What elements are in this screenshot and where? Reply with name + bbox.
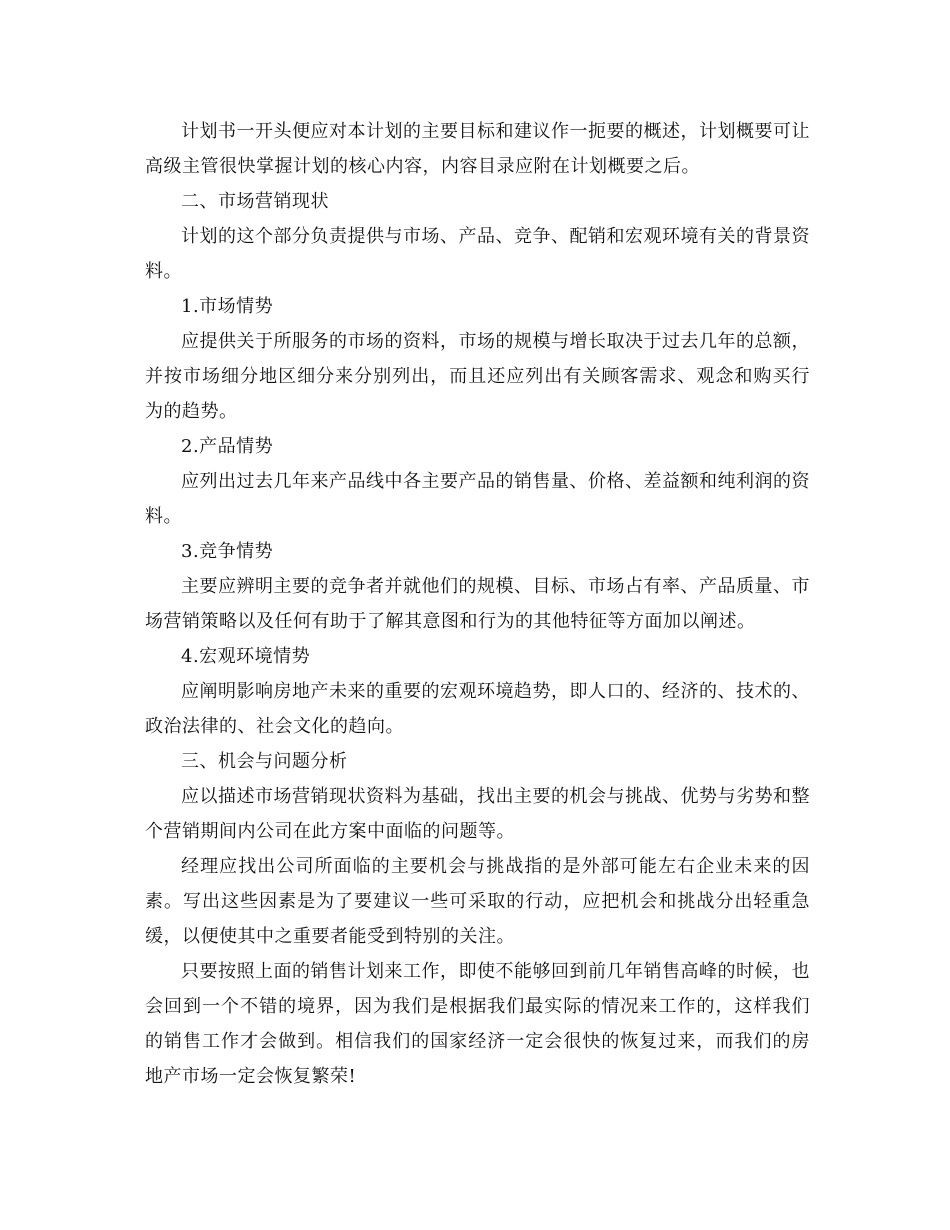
paragraph-product-situation: 应列出过去几年来产品线中各主要产品的销售量、价格、差益额和纯利润的资料。 — [145, 471, 810, 527]
paragraph-plan-summary: 计划书一开头便应对本计划的主要目标和建议作一扼要的概述，计划概要可让高级主管很快掌握计划的核心内容，内容目录应附在计划概要之后。 — [145, 121, 810, 177]
paragraph-competition-situation: 主要应辨明主要的竞争者并就他们的规模、目标、市场占有率、产品质量、市场营销策略以及任何有助于了解其意图和行为的其他特征等方面加以阐述。 — [145, 576, 810, 632]
section-heading-marketing-status: 二、市场营销现状 — [181, 191, 329, 212]
paragraph-macro-environment: 应阐明影响房地产未来的重要的宏观环境趋势，即人口的、经济的、技术的、政治法律的、社会文化的趋向。 — [145, 681, 810, 737]
paragraph-background-info: 计划的这个部分负责提供与市场、产品、竞争、配销和宏观环境有关的背景资料。 — [145, 226, 810, 282]
section-heading-opportunity-analysis: 三、机会与问题分析 — [181, 751, 348, 772]
subheading-product-situation: 2.产品情势 — [181, 436, 274, 457]
subheading-macro-environment: 4.宏观环境情势 — [181, 646, 311, 667]
subheading-market-situation: 1.市场情势 — [181, 296, 274, 317]
document-body — [145, 114, 810, 1094]
paragraph-opportunity-basis: 应以描述市场营销现状资料为基础，找出主要的机会与挑战、优势与劣势和整个营销期间内公司在此方案中面临的问题等。 — [145, 786, 810, 842]
paragraph-conclusion: 只要按照上面的销售计划来工作，即使不能够回到前几年销售高峰的时候，也会回到一个不错的境界，因为我们是根据我们最实际的情况来工作的，这样我们的销售工作才会做到。相信我们的国家经济一定会很快的恢复过来，而我们的房地产市场一定会恢复繁荣! — [145, 961, 810, 1087]
paragraph-market-situation: 应提供关于所服务的市场的资料，市场的规模与增长取决于过去几年的总额，并按市场细分地区细分来分别列出，而且还应列出有关顾客需求、观念和购买行为的趋势。 — [145, 331, 810, 422]
subheading-competition-situation: 3.竞争情势 — [181, 541, 274, 562]
paragraph-opportunity-factors: 经理应找出公司所面临的主要机会与挑战指的是外部可能左右企业未来的因素。写出这些因素是为了要建议一些可采取的行动，应把机会和挑战分出轻重急缓，以便使其中之重要者能受到特别的关注。 — [145, 856, 810, 947]
